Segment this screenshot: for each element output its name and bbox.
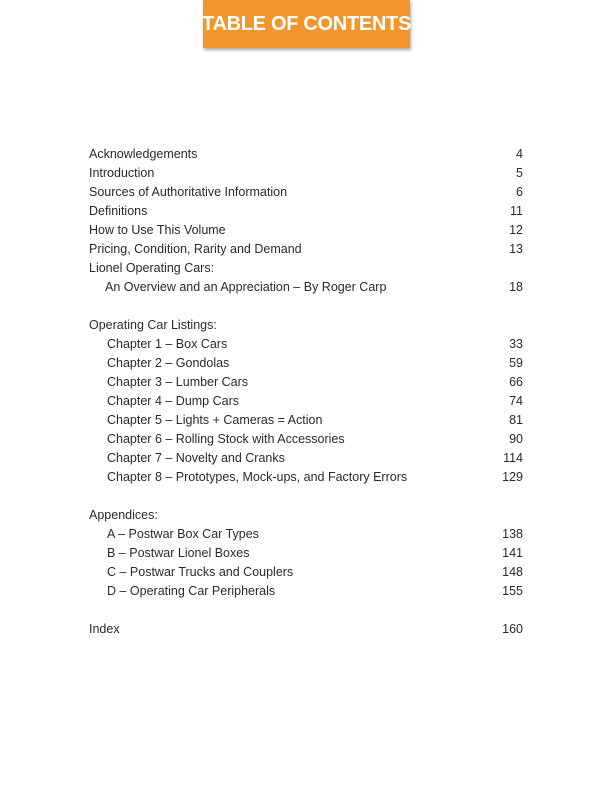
toc-entry-page: 74 (509, 394, 523, 408)
toc-entry-label: Chapter 1 – Box Cars (107, 337, 228, 351)
toc-entry-label: Chapter 5 – Lights + Cameras = Action (107, 413, 323, 427)
table-of-contents (89, 145, 523, 639)
page-title: TABLE OF CONTENTS (202, 12, 411, 35)
toc-entry-appendix-a (89, 525, 523, 544)
toc-entry-sources (89, 183, 523, 202)
toc-entry-page: 160 (502, 622, 523, 636)
toc-entry-page: 141 (502, 546, 523, 560)
toc-entry-label: Index (89, 622, 120, 636)
section-spacer (89, 297, 523, 316)
toc-entry-chapter-1 (89, 335, 523, 354)
toc-entry-page: 6 (516, 185, 523, 199)
toc-entry-chapter-7 (89, 449, 523, 468)
toc-entry-page: 114 (503, 451, 523, 465)
toc-entry-page: 129 (502, 470, 523, 484)
section-spacer (89, 601, 523, 620)
toc-entry-appendix-c (89, 563, 523, 582)
toc-entry-pricing (89, 240, 523, 259)
toc-entry-page: 4 (516, 147, 523, 161)
toc-entry-chapter-3 (89, 373, 523, 392)
toc-entry-page: 11 (510, 204, 523, 218)
toc-entry-chapter-5 (89, 411, 523, 430)
toc-entry-label: Chapter 2 – Gondolas (107, 356, 230, 370)
toc-entry-label: C – Postwar Trucks and Couplers (107, 565, 294, 579)
toc-entry-chapter-6 (89, 430, 523, 449)
toc-section-heading: Lionel Operating Cars: (89, 261, 215, 275)
toc-entry-label: Chapter 8 – Prototypes, Mock-ups, and Factory Errors (107, 470, 408, 484)
toc-entry-page: 148 (502, 565, 523, 579)
title-banner (203, 0, 410, 48)
toc-entry-label: Introduction (89, 166, 155, 180)
toc-entry-chapter-2 (89, 354, 523, 373)
toc-entry-label: Sources of Authoritative Information (89, 185, 288, 199)
toc-entry-page: 5 (516, 166, 523, 180)
toc-entry-page: 13 (509, 242, 523, 256)
toc-entry-page: 12 (509, 223, 523, 237)
toc-entry-chapter-4 (89, 392, 523, 411)
toc-entry-page: 18 (509, 280, 523, 294)
toc-section-heading-overview (89, 259, 523, 278)
section-spacer (89, 487, 523, 506)
toc-entry-page: 90 (509, 432, 523, 446)
toc-entry-label: Chapter 3 – Lumber Cars (107, 375, 249, 389)
toc-section-heading-appendices (89, 506, 523, 525)
toc-entry-overview (89, 278, 523, 297)
toc-entry-label: B – Postwar Lionel Boxes (107, 546, 250, 560)
toc-entry-label: How to Use This Volume (89, 223, 226, 237)
toc-entry-appendix-d (89, 582, 523, 601)
toc-section-heading-listings (89, 316, 523, 335)
toc-entry-label: Acknowledgements (89, 147, 198, 161)
toc-entry-label: Pricing, Condition, Rarity and Demand (89, 242, 302, 256)
toc-entry-page: 155 (502, 584, 523, 598)
toc-entry-page: 81 (509, 413, 523, 427)
toc-entry-label: A – Postwar Box Car Types (107, 527, 259, 541)
toc-section-heading: Operating Car Listings: (89, 318, 217, 332)
toc-entry-page: 66 (509, 375, 523, 389)
toc-entry-label: Chapter 4 – Dump Cars (107, 394, 240, 408)
toc-entry-page: 59 (509, 356, 523, 370)
toc-entry-how-to-use (89, 221, 523, 240)
toc-entry-definitions (89, 202, 523, 221)
toc-entry-introduction (89, 164, 523, 183)
toc-entry-page: 138 (502, 527, 523, 541)
toc-entry-acknowledgements (89, 145, 523, 164)
toc-entry-appendix-b (89, 544, 523, 563)
toc-entry-page: 33 (509, 337, 523, 351)
toc-entry-label: Chapter 7 – Novelty and Cranks (107, 451, 285, 465)
toc-entry-label: Chapter 6 – Rolling Stock with Accessories (107, 432, 345, 446)
toc-entry-label: Definitions (89, 204, 148, 218)
toc-entry-chapter-8 (89, 468, 523, 487)
toc-entry-label: An Overview and an Appreciation – By Roger Carp (105, 280, 387, 294)
toc-entry-label: D – Operating Car Peripherals (107, 584, 276, 598)
toc-entry-index (89, 620, 523, 639)
toc-section-heading: Appendices: (89, 508, 158, 522)
